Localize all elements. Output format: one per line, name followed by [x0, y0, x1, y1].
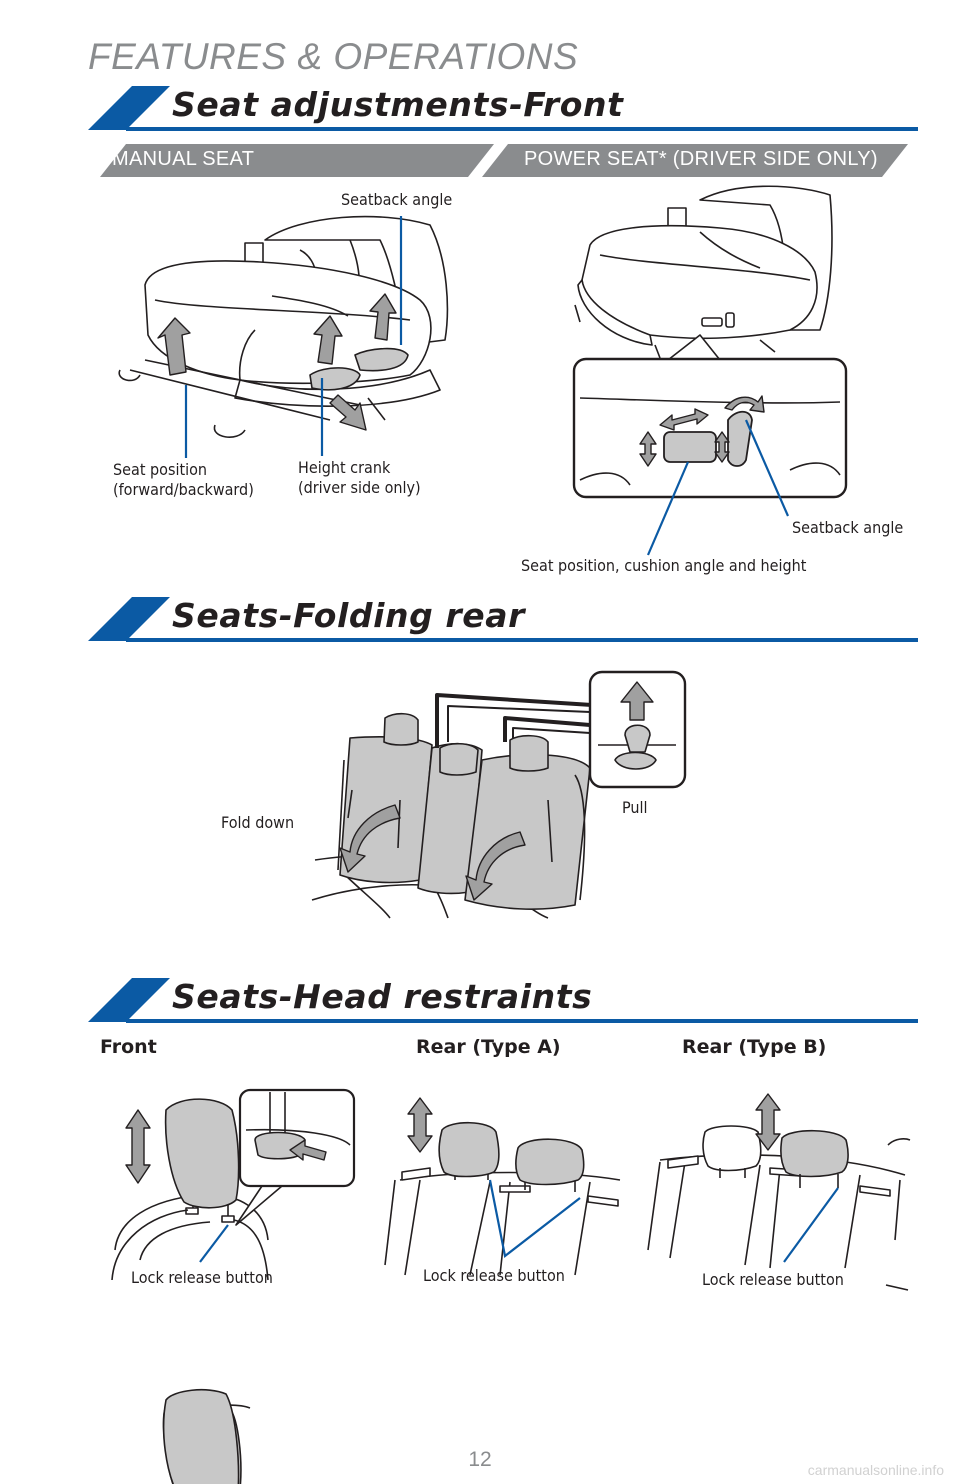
- watermark: carmanualsonline.info: [807, 1462, 944, 1478]
- seatback-angle-power-label: Seatback angle: [792, 518, 904, 537]
- seatback-angle-manual-label: Seatback angle: [341, 190, 453, 209]
- manual-seat-tab-label: MANUAL SEAT: [112, 148, 255, 170]
- height-crank-line1: Height crank: [298, 458, 391, 477]
- page-number: 12: [468, 1448, 492, 1471]
- seat-position-line2: (forward/backward): [113, 480, 254, 499]
- seat-position-line1: Seat position: [113, 460, 208, 479]
- rear-a-lock-release-label: Lock release button: [423, 1266, 565, 1285]
- power-seat-position-label: Seat position, cushion angle and height: [521, 556, 807, 575]
- front-lock-release-label: Lock release button: [131, 1268, 273, 1287]
- head-section-title: Seats-Head restraints: [172, 977, 593, 1016]
- fold-down-label: Fold down: [221, 813, 295, 832]
- pull-label: Pull: [622, 798, 648, 817]
- folding-section-title: Seats-Folding rear: [172, 596, 526, 635]
- front-section-title: Seat adjustments-Front: [172, 85, 624, 124]
- height-crank-line2: (driver side only): [298, 478, 421, 497]
- page-header: FEATURES & OPERATIONS: [88, 36, 579, 77]
- rear-type-a-column-title: Rear (Type A): [416, 1036, 561, 1058]
- power-seat-tab-label: POWER SEAT* (DRIVER SIDE ONLY): [524, 148, 878, 170]
- rear-b-lock-release-label: Lock release button: [702, 1270, 844, 1289]
- rear-type-b-column-title: Rear (Type B): [682, 1036, 827, 1058]
- front-column-title: Front: [100, 1036, 157, 1058]
